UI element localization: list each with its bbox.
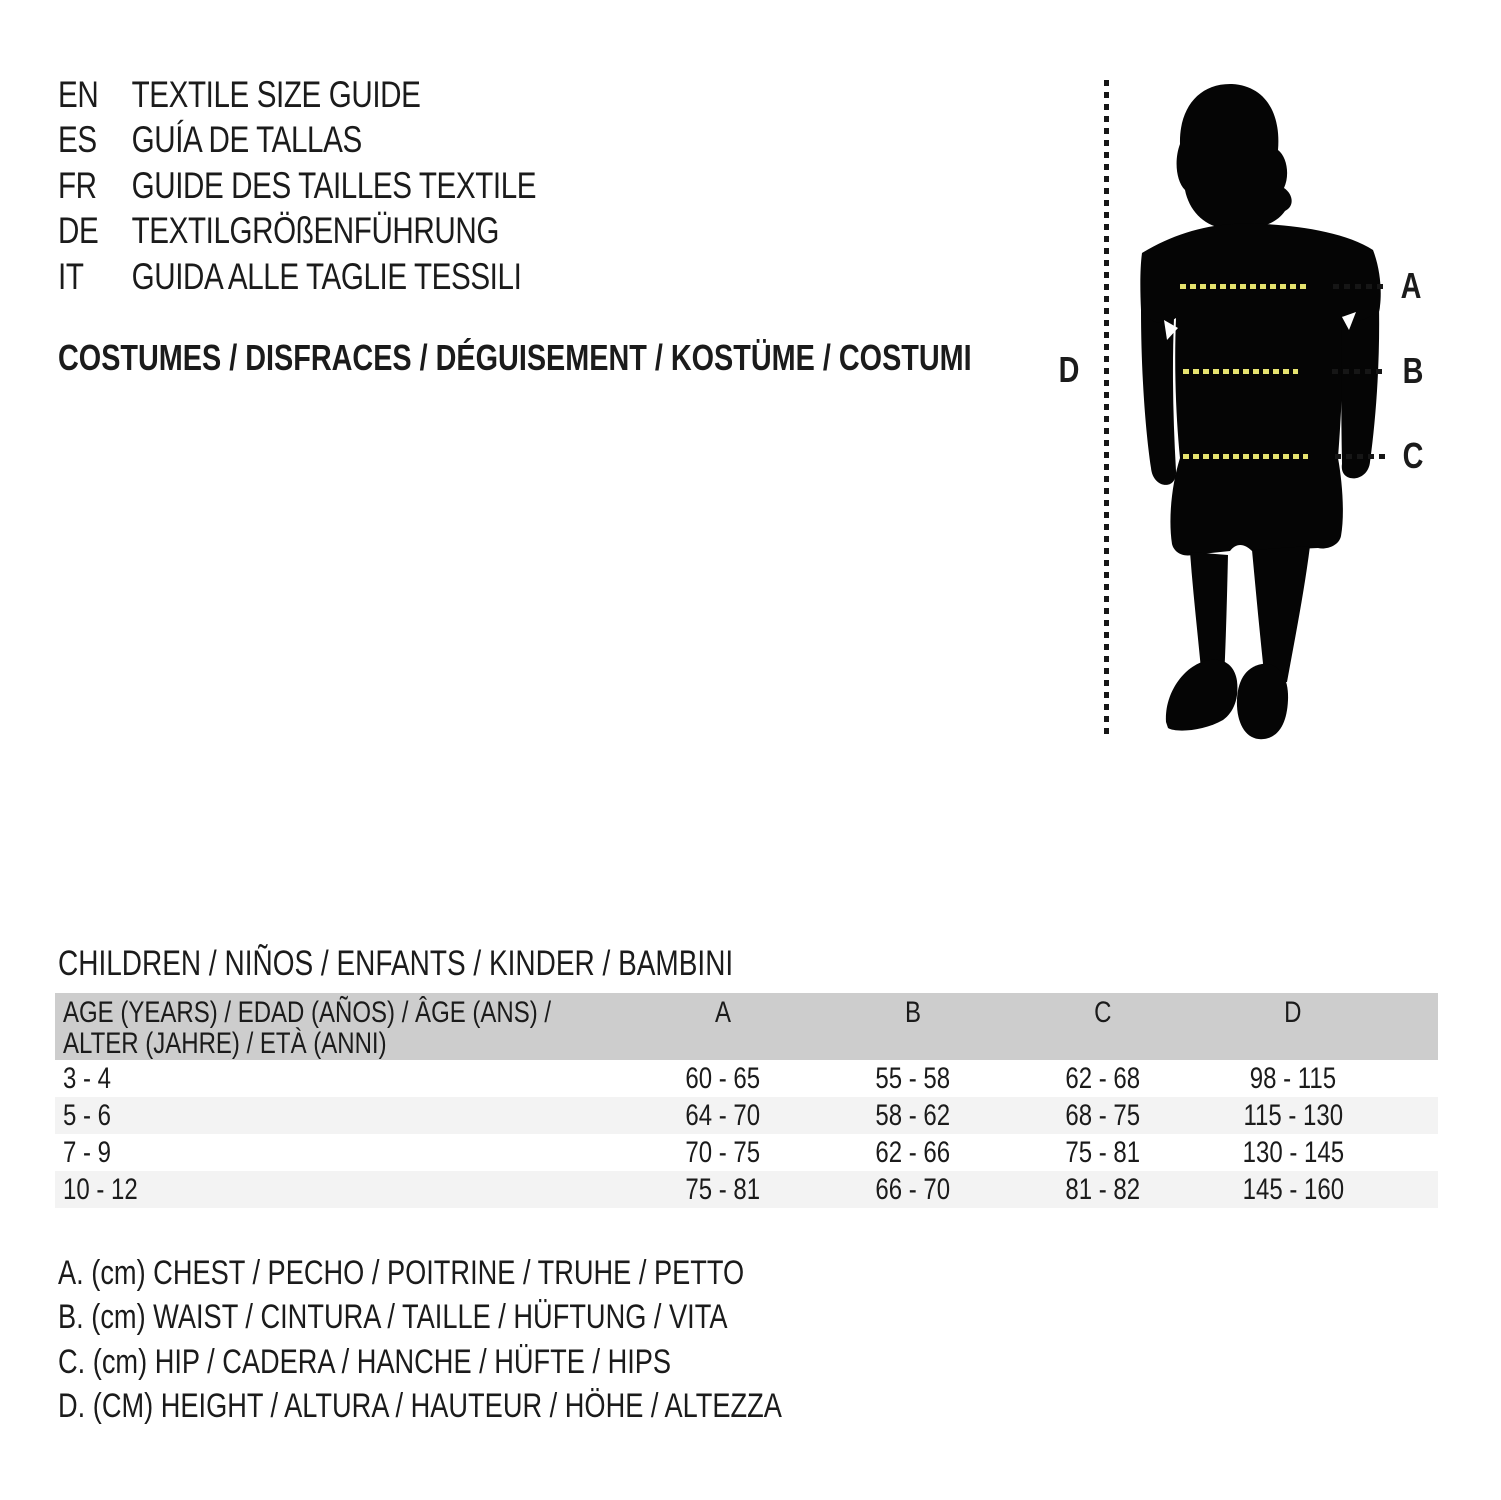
hip-measure-line [1183, 454, 1308, 459]
left-arm-shape [1141, 310, 1176, 485]
measurement-legend [58, 1251, 963, 1429]
waist-cell: 58 - 62 [875, 1098, 951, 1132]
table-row [55, 1171, 1438, 1208]
column-header-c: C [1094, 996, 1112, 1029]
table-row [55, 1060, 1438, 1097]
legend-chest: A. (cm) CHEST / PECHO / POITRINE / TRUHE / PETTO [58, 1253, 745, 1292]
age-column-header: AGE (YEARS) / EDAD (AÑOS) / ÂGE (ANS) / ALTER (JAHRE) / ETÀ (ANNI) [63, 996, 552, 1060]
waist-cell: 66 - 70 [875, 1172, 951, 1206]
hip-label: C [1402, 435, 1424, 476]
lang-code: IT [58, 255, 84, 297]
table-section-title: CHILDREN / NIÑOS / ENFANTS / KINDER / BAMBINI [58, 944, 734, 983]
shorts-shape [1170, 458, 1342, 555]
table-row [55, 1097, 1438, 1134]
chest-cell: 70 - 75 [685, 1135, 761, 1169]
hip-cell: 75 - 81 [1065, 1135, 1141, 1169]
chest-cell: 75 - 81 [685, 1172, 761, 1206]
lang-row-en [58, 72, 656, 118]
height-cell: 98 - 115 [1249, 1061, 1337, 1095]
table-row [55, 1134, 1438, 1171]
height-cell: 145 - 160 [1242, 1172, 1344, 1206]
lang-code: FR [58, 164, 97, 206]
legend-waist: B. (cm) WAIST / CINTURA / TAILLE / HÜFTUNG / VITA [58, 1298, 728, 1337]
lang-row-es [58, 118, 656, 164]
lang-title: GUIDA ALLE TAGLIE TESSILI [131, 255, 522, 297]
lang-title: TEXTILGRÖßENFÜHRUNG [131, 210, 499, 252]
chest-cell: 64 - 70 [685, 1098, 761, 1132]
left-shoe-shape [1166, 660, 1238, 731]
age-cell: 5 - 6 [63, 1098, 112, 1132]
lang-title: TEXTILE SIZE GUIDE [131, 73, 421, 115]
height-label: D [1058, 349, 1080, 390]
category-heading: COSTUMES / DISFRACES / DÉGUISEMENT / KOSTÜME / COSTUMI [58, 337, 972, 378]
column-header-d: D [1284, 996, 1302, 1029]
hip-cell: 68 - 75 [1065, 1098, 1141, 1132]
lang-title: GUÍA DE TALLAS [131, 119, 362, 161]
legend-height: D. (CM) HEIGHT / ALTURA / HAUTEUR / HÖHE / ALTEZZA [58, 1387, 782, 1426]
chest-measure-line [1180, 284, 1310, 289]
chest-leader-dots [1333, 284, 1385, 289]
age-cell: 7 - 9 [63, 1135, 112, 1169]
age-cell: 10 - 12 [63, 1172, 138, 1206]
lang-code: DE [58, 210, 99, 252]
lang-row-de [58, 209, 656, 255]
legend-hip: C. (cm) HIP / CADERA / HANCHE / HÜFTE / HIPS [58, 1342, 672, 1381]
right-leg-shape [1252, 546, 1310, 682]
column-header-b: B [904, 996, 921, 1029]
waist-measure-line [1183, 369, 1298, 374]
lang-code: EN [58, 73, 99, 115]
chest-label: A [1400, 265, 1422, 306]
waist-cell: 62 - 66 [875, 1135, 951, 1169]
child-silhouette [1130, 78, 1390, 758]
language-title-list [58, 72, 656, 300]
lang-code: ES [58, 119, 97, 161]
lang-title: GUIDE DES TAILLES TEXTILE [131, 164, 537, 206]
hip-leader-dots [1335, 454, 1387, 459]
age-cell: 3 - 4 [63, 1061, 112, 1095]
chest-cell: 60 - 65 [685, 1061, 761, 1095]
height-dotted-line [1104, 80, 1109, 740]
table-header-row [55, 993, 1438, 1060]
hip-cell: 62 - 68 [1065, 1061, 1141, 1095]
waist-cell: 55 - 58 [875, 1061, 951, 1095]
height-cell: 115 - 130 [1243, 1098, 1343, 1132]
children-size-table [55, 993, 1438, 1208]
column-header-a: A [714, 996, 731, 1029]
lang-row-it [58, 254, 656, 300]
waist-leader-dots [1332, 369, 1382, 374]
hip-cell: 81 - 82 [1065, 1172, 1141, 1206]
right-shoe-shape [1237, 664, 1288, 739]
waist-label: B [1402, 350, 1424, 391]
height-cell: 130 - 145 [1242, 1135, 1344, 1169]
lang-row-fr [58, 163, 656, 209]
right-arm-shape [1341, 306, 1379, 478]
